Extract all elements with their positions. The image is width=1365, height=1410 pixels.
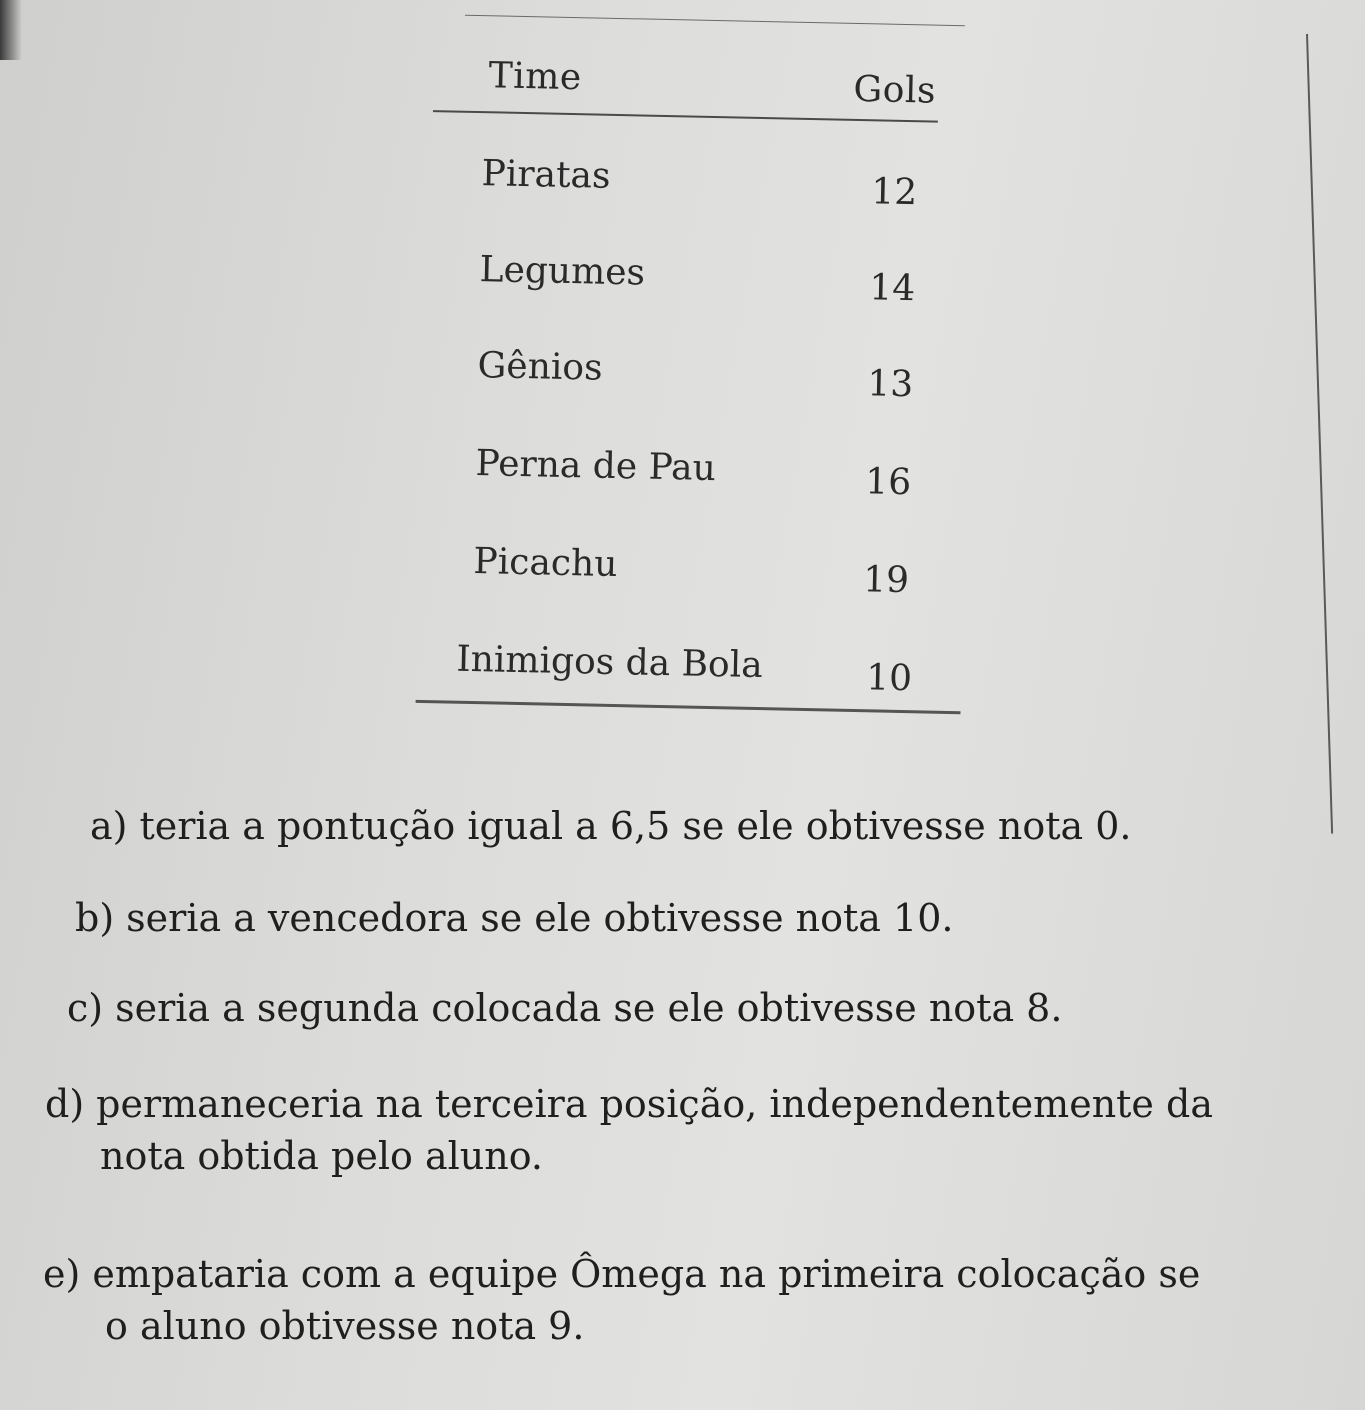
team-name: Legumes (479, 249, 646, 294)
table-top-rule (465, 15, 965, 26)
option-c (67, 982, 1062, 1034)
edge-shadow (0, 0, 22, 60)
team-goals: 10 (865, 657, 913, 700)
team-name: Picachu (473, 541, 618, 586)
team-name: Piratas (481, 153, 611, 197)
option-text-continued: nota obtida pelo aluno. (100, 1134, 544, 1178)
option-text-continued: o aluno obtivesse nota 9. (105, 1304, 585, 1348)
team-name: Inimigos da Bola (456, 638, 764, 687)
table-row (416, 638, 977, 710)
team-goals: 14 (868, 267, 916, 310)
option-b (75, 892, 953, 944)
option-text: empataria com a equipe Ômega na primeira colocação se (92, 1252, 1201, 1296)
table-header-rule (433, 110, 938, 123)
team-name: Gênios (477, 345, 603, 389)
table-row (420, 442, 981, 514)
option-text: seria a vencedora se ele obtivesse nota 10. (126, 896, 954, 940)
header-team: Time (488, 55, 583, 99)
option-label: b) (75, 896, 115, 940)
paper-edge-line (1306, 34, 1333, 834)
option-a (90, 800, 1131, 852)
option-e (43, 1248, 1200, 1352)
team-goals: 16 (864, 461, 912, 504)
team-goals: 12 (870, 171, 918, 214)
team-name: Perna de Pau (475, 443, 717, 490)
option-label: c) (67, 986, 104, 1030)
option-text: permaneceria na terceira posição, independentemente da (96, 1082, 1213, 1126)
header-goals: Gols (853, 68, 937, 112)
table-row (418, 540, 979, 612)
table-row (422, 344, 983, 416)
table-row (426, 152, 987, 224)
team-goals: 13 (866, 363, 914, 406)
option-label: d) (45, 1082, 85, 1126)
option-label: e) (43, 1252, 81, 1296)
option-label: a) (90, 804, 128, 848)
table-row (424, 248, 985, 320)
option-d (45, 1078, 1213, 1182)
option-text: teria a pontução igual a 6,5 se ele obtivesse nota 0. (139, 804, 1132, 848)
team-goals: 19 (862, 559, 910, 602)
goals-table (415, 14, 990, 746)
option-text: seria a segunda colocada se ele obtivesse nota 8. (115, 986, 1063, 1030)
